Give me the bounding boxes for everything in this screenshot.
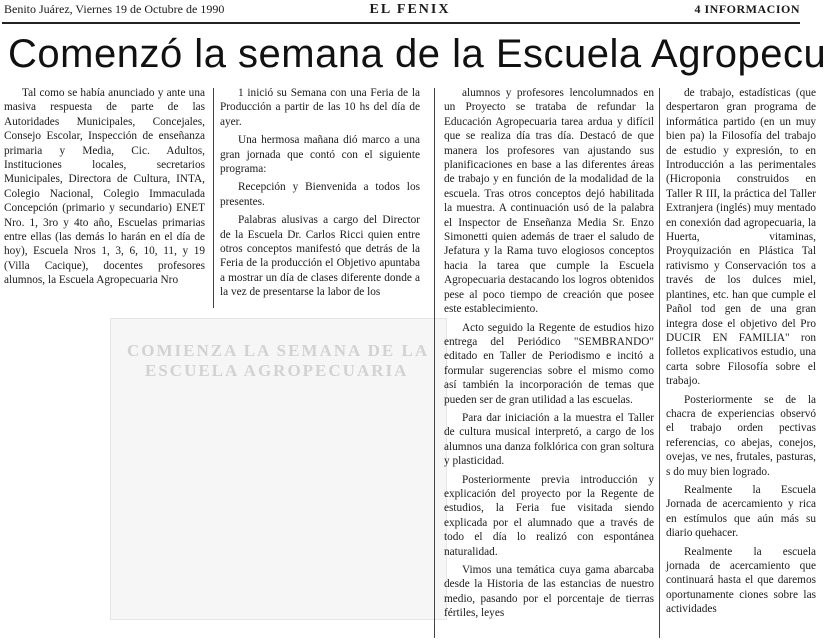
article-column-1 xyxy=(4,86,205,292)
article-column-4 xyxy=(666,86,816,621)
paragraph: Posteriormente previa introducción y explicación del proyecto por la Regente de estudios, la Feria fue visitada siendo explicada por el alumnado que a través de todo el día lo realizó con espontánea naturalidad. xyxy=(444,473,654,558)
paragraph: Recepción y Bienvenida a todos los presentes. xyxy=(220,181,420,208)
paragraph: Realmente la Escuela Jornada de acercamiento y rica en estímulos que aún más su diario quehacer. xyxy=(666,483,816,540)
faded-caption-line-2: ESCUELA AGROPECUARIA xyxy=(145,361,409,380)
paper-name: EL FENIX xyxy=(369,2,451,17)
paragraph: alumnos y profesores lencolumnados en un Proyecto se trataba de refundar la Educación Agropecuaria tarea ardua y difícil que se realiza día tras día. Destacó de que manera los profesores van ajustando sus planificaciones en base a las diferentes áreas de trabajo y en función de la modalidad de la escuela. Tras otros conceptos dejó habilitada la muestra. A continuación usó de la palabra el Inspector de Enseñanza Media Sr. Enzo Simonetti quien además de traer el saludo de Jefatura y la Rama tuvo elogiosos conceptos hacia la tarea que cumple la Escuela Agropecuaria destacando los logros obtenidos pese al poco tiempo de creación que posee este establecimiento. xyxy=(444,87,654,316)
paragraph: Tal como se había anunciado y ante una masiva respuesta de parte de las Autoridades Municipales, Concejales, Consejo Escolar, Inspección de enseñanza primaria y Media, Cic. Adultos, Instituciones locales, secretarios Municipales, Directora de Cultura, INTA, Colegio Nacional, Colegio Immaculada Concepción (primario y secundario) ENET Nro. 1, 3ro y 4to año, Escuelas primarias entre ellas (las demás lo harán en el día de hoy), Escuela Nros 1, 3, 6, 10, 11, y 19 (Villa Cacique), docentes profesores alumnos, la Escuela Agropecuaria Nro xyxy=(4,87,205,287)
paragraph: Palabras alusivas a cargo del Director de la Escuela Dr. Carlos Ricci quien entre otros conceptos manifestó que detrás de la Feria de la producción el Objetivo apuntaba a mostrar un día de clases diferente donde a la vez de presentarse la labor de los xyxy=(220,214,420,299)
article-column-2 xyxy=(220,86,420,304)
paragraph: Para dar iniciación a la muestra el Taller de cultura musical interpretó, a cargo de los alumnos una danza folklórica con gran soltura y plasticidad. xyxy=(444,411,654,468)
date-line: Benito Juárez, Viernes 19 de Octubre de 1990 xyxy=(4,2,225,16)
column-separator xyxy=(213,88,214,308)
paragraph: Realmente la escuela jornada de acercamiento que continuará hasta el que daremos oportunamente ciones sobre las actividades xyxy=(666,545,816,616)
faded-photo-area xyxy=(110,318,447,620)
column-separator xyxy=(434,88,435,638)
article-column-3 xyxy=(444,86,654,625)
faded-caption-line-1: COMIENZA LA SEMANA DE LA xyxy=(127,341,430,360)
section-label: 4 INFORMACION xyxy=(694,2,800,16)
paragraph: 1 inició su Semana con una Feria de la Producción a partir de las 10 hs del día de ayer. xyxy=(220,87,420,128)
paragraph: Vimos una temática cuya gama abarcaba desde la Historia de las estancias de nuestro medio, pasando por el porcentaje de tierras fértiles, leyes xyxy=(444,564,654,620)
paragraph: Acto seguido la Regente de estudios hizo entrega del Periódico "SEMBRANDO" editado en Taller de Periodismo e incitó a formular sugerencias sobre el mismo como así también la incorporación de temas que pueden ser de gran utilidad a las escuelas. xyxy=(444,321,654,406)
column-separator xyxy=(659,88,660,638)
paragraph: Posteriormente se de la chacra de experiencias observó el trabajo orden pectivas referencias, co abejas, conejos, ovejas, ve nes, frutales, pasturas, s do muy bien logrado. xyxy=(666,393,816,478)
faded-photo-caption xyxy=(127,341,447,381)
headline: Comenzó la semana de la Escuela Agropecu xyxy=(8,32,827,76)
paragraph: Una hermosa mañana dió marco a una gran jornada que contó con el siguiente programa: xyxy=(220,134,420,176)
header-rule xyxy=(2,22,800,24)
paragraph: de trabajo, estadísticas (que despertaron gran programa de informática partido (en un muy bien pa) la Filosofía del trabajo de estudio y expresión, to en Introducción a las perimentales (Hicroponia construidos en Taller R III, la práctica del Taller Extranjera (inglés) muy mentado en conexión dad agropecuaria, la Huerta, vitaminas, Proyquización en Plástica Tal rativismo y Conservación tos a través de los dulces miel, plantines, etc. han que cumple el Pañol tod gen de una gran integra dose el objetivo del Pro DUCIR EN FAMILIA" ron folletos explicativos estudio, una carta sobre Filosofía sobre el trabajo. xyxy=(666,87,816,388)
